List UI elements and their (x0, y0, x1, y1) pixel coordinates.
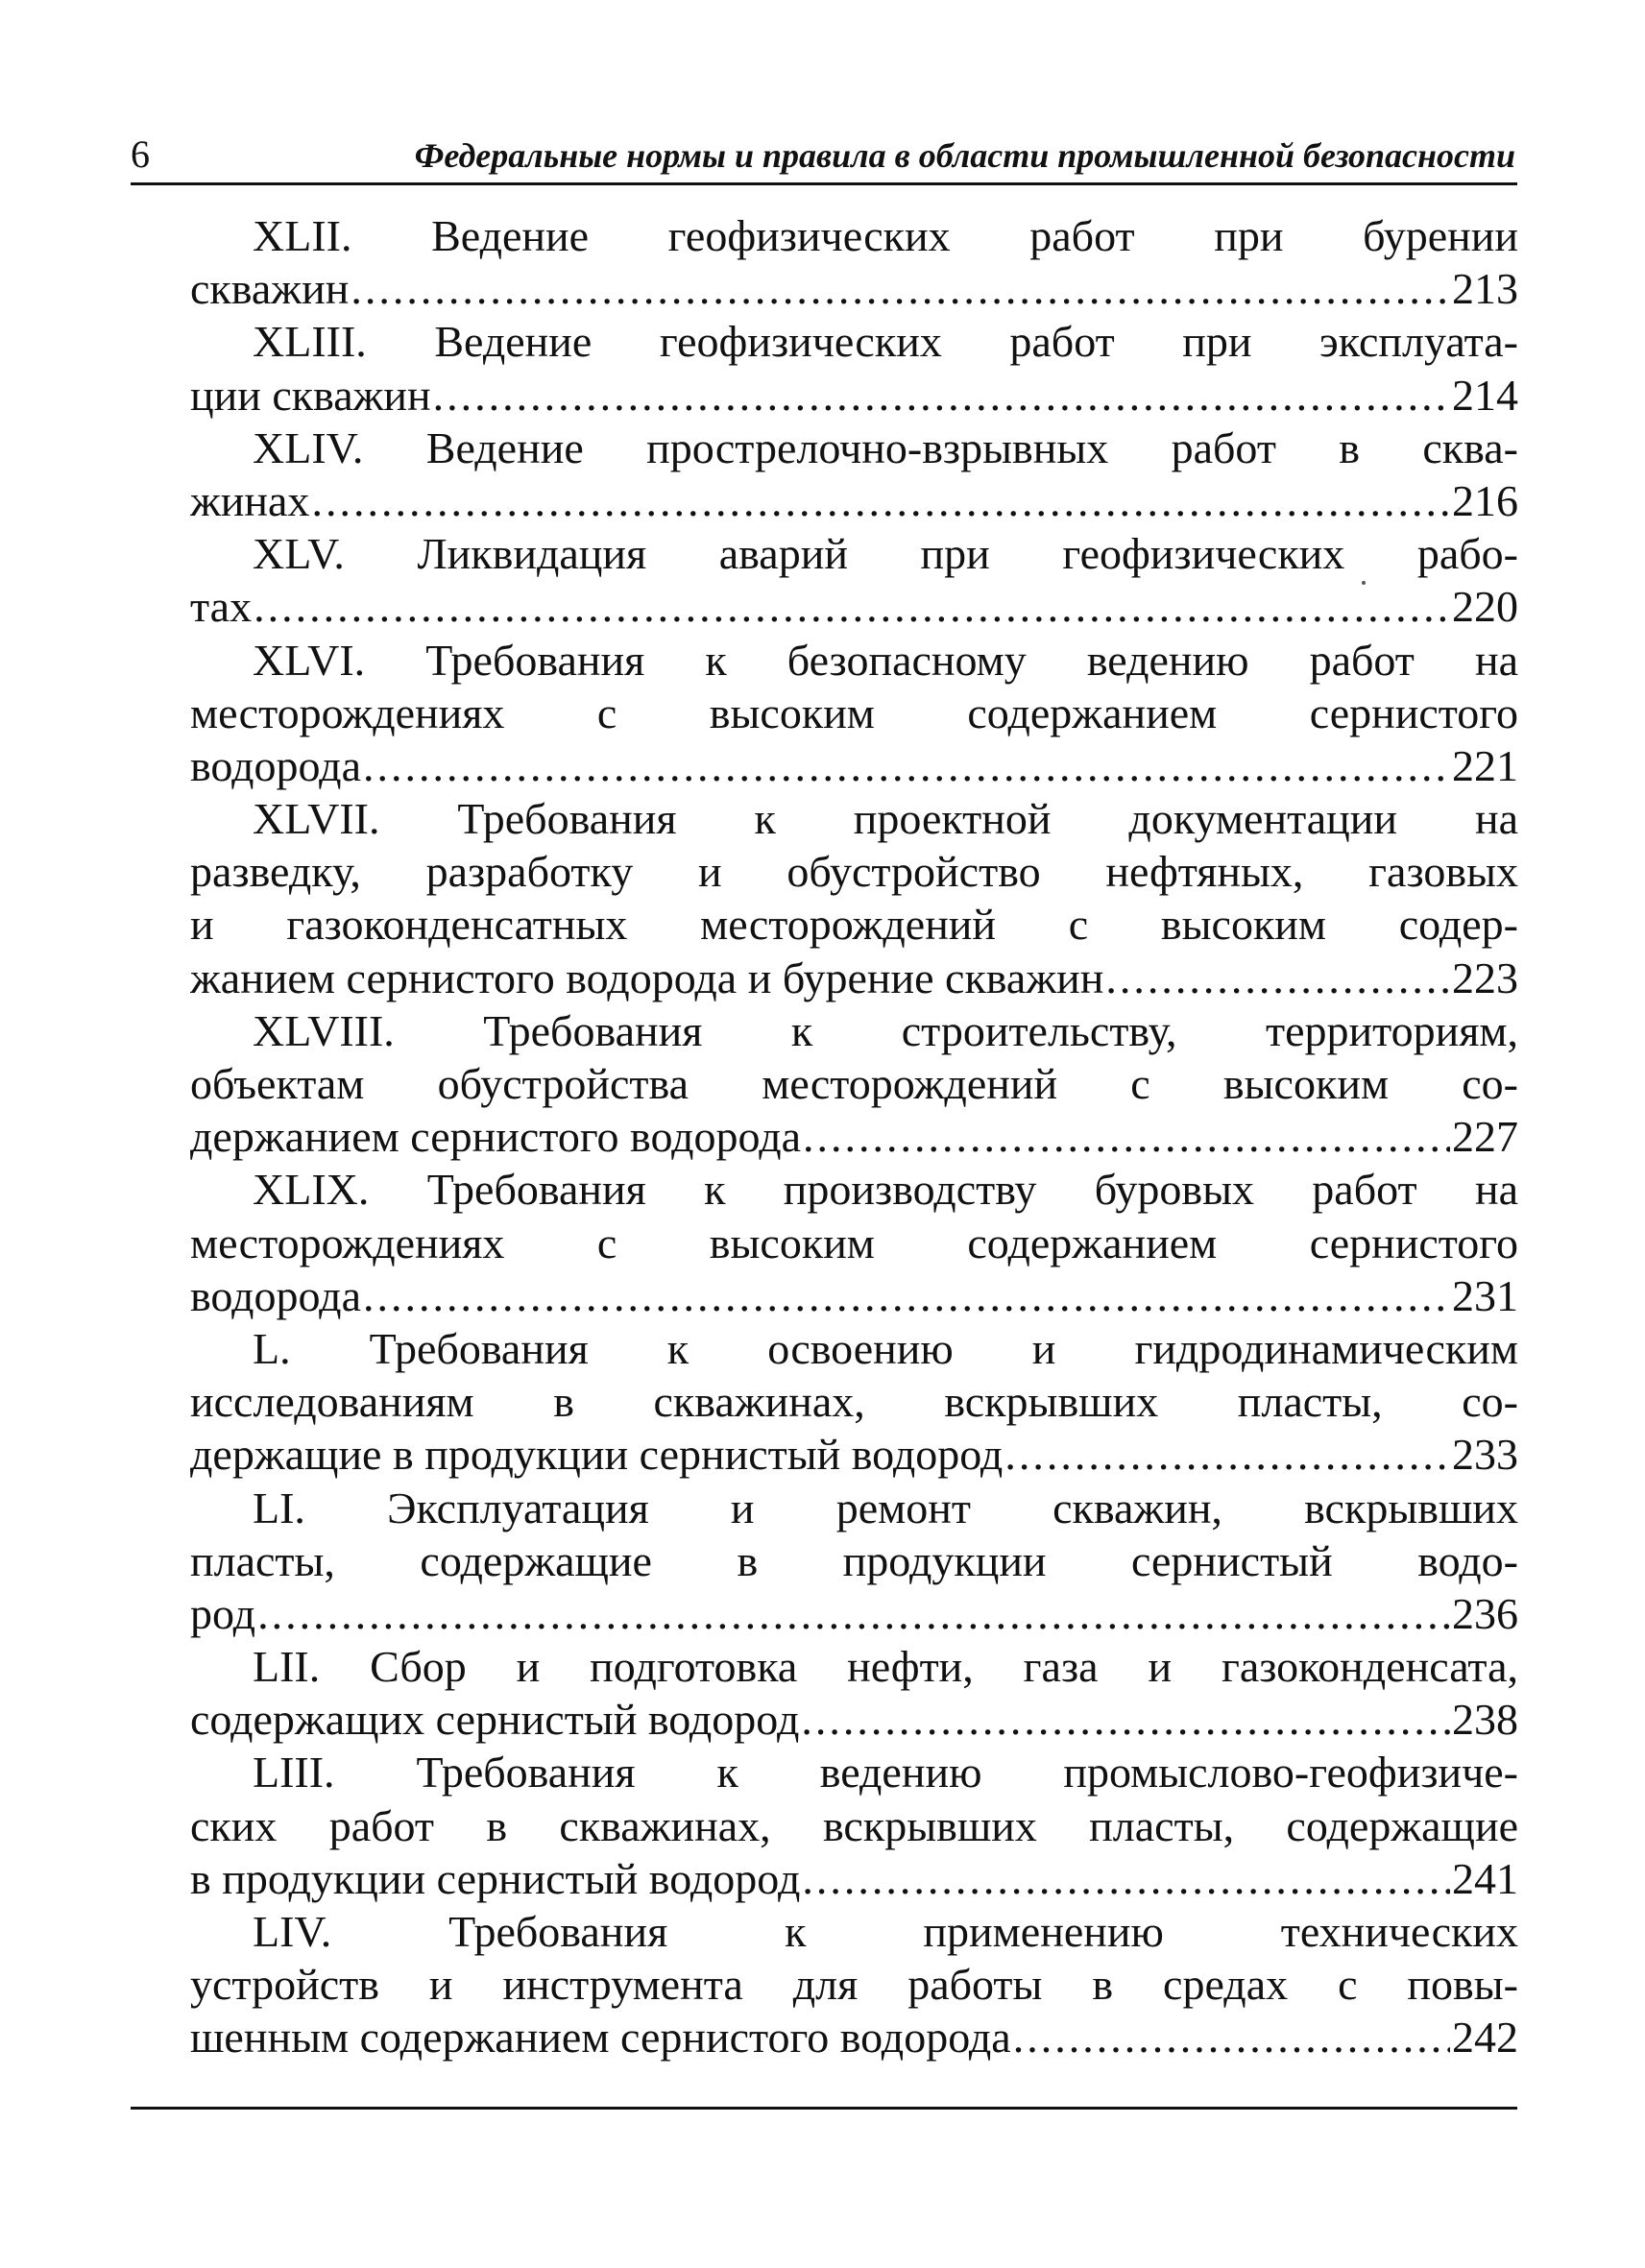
toc-entry-line-text: род (190, 1588, 256, 1638)
dot-leader (363, 1269, 1450, 1322)
dot-leader (433, 369, 1450, 422)
toc-entry-last-line (190, 1428, 1518, 1481)
dot-leader (257, 1587, 1450, 1640)
print-speck (1362, 581, 1366, 585)
toc-entry (190, 1746, 1518, 1905)
toc-entry-page-number: 238 (1452, 1695, 1518, 1745)
toc-entry-line-text: ции скважин (190, 370, 431, 420)
toc-entry-last-line (190, 474, 1518, 527)
toc-entry-heading-line: XLV. Ликвидация аварий при геофизических рабо- (253, 529, 1518, 579)
toc-entry-last-line (190, 262, 1518, 315)
toc-entry-heading-line: XLVIII. Требования к строительству, территориям, (253, 1005, 1518, 1055)
dot-leader (311, 474, 1450, 527)
toc-entry (190, 1004, 1518, 1164)
toc-entry-last-line (190, 1587, 1518, 1640)
toc-entry (190, 1163, 1518, 1322)
toc-entry-page-number: 241 (1452, 1853, 1518, 1903)
dot-leader (1004, 1428, 1450, 1481)
toc-entry-page-number: 221 (1452, 740, 1518, 790)
toc-entry-line-text: водорода (190, 1270, 361, 1320)
toc-entry-line-text: жанием сернистого водорода и бурение скважин (190, 953, 1104, 1002)
page-number: 6 (131, 133, 150, 176)
toc-entry-heading-line: XLIX. Требования к производству буровых работ на (253, 1165, 1518, 1215)
toc-entry (190, 527, 1518, 633)
dot-leader (803, 1110, 1450, 1163)
toc-entry-page-number: 233 (1452, 1430, 1518, 1480)
toc-entry-page-number: 216 (1452, 475, 1518, 525)
toc-entry-page-number: 220 (1452, 582, 1518, 632)
toc-entry-last-line (190, 739, 1518, 792)
toc-entry-line-text: в продукции сернистый водород (190, 1853, 801, 1903)
toc-entry (190, 634, 1518, 793)
toc-entry (190, 209, 1518, 315)
toc-entry-line: устройств и инструмента для работы в средах с повы- (190, 1960, 1518, 2010)
toc-entry-line: ских работ в скважинах, вскрывших пласты, содержащие (190, 1800, 1518, 1850)
toc-entry-last-line (190, 1269, 1518, 1322)
toc-entry-heading-line: L. Требования к освоению и гидродинамическим (253, 1323, 1518, 1373)
toc-entry-line: объектам обустройства месторождений с высоким со- (190, 1059, 1518, 1108)
dot-leader (802, 1852, 1450, 1905)
toc-entry (190, 792, 1518, 1004)
toc-entry-heading-line: LII. Сбор и подготовка нефти, газа и газоконденсата, (253, 1642, 1518, 1692)
toc-entry-last-line (190, 369, 1518, 422)
dot-leader (1013, 2011, 1450, 2063)
dot-leader (363, 739, 1450, 792)
toc-entry-last-line (190, 952, 1518, 1004)
toc-entry-page-number: 227 (1452, 1112, 1518, 1162)
toc-entry-heading-line: LIV. Требования к применению технических (253, 1907, 1518, 1956)
toc-entry-last-line (190, 580, 1518, 633)
toc-entry-line-text: тах (190, 582, 253, 632)
running-head (131, 133, 1517, 185)
toc-entry-line-text: водорода (190, 740, 361, 790)
toc-entry-heading-line: XLVII. Требования к проектной документации на (253, 794, 1518, 844)
toc-entry-line: месторождениях с высоким содержанием сернистого (190, 688, 1518, 737)
toc-entry-heading-line: LIII. Требования к ведению промыслово-геофизиче- (253, 1748, 1518, 1798)
toc-entry-heading-line: XLII. Ведение геофизических работ при бурении (253, 211, 1518, 260)
toc-entry-heading-line: XLVI. Требования к безопасному ведению работ на (253, 635, 1518, 685)
toc-entry (190, 1322, 1518, 1482)
toc-entry-last-line (190, 2011, 1518, 2063)
toc-entry (190, 315, 1518, 421)
toc-entry-line-text: шенным содержанием сернистого водорода (190, 2013, 1011, 2063)
toc-entry-heading-line: LI. Эксплуатация и ремонт скважин, вскрывших (253, 1483, 1518, 1532)
toc-entry-line-text: жинах (190, 475, 310, 525)
dot-leader (351, 262, 1450, 315)
toc-entry-page-number: 236 (1452, 1588, 1518, 1638)
toc-entry-line-text: держащие в продукции сернистый водород (190, 1430, 1004, 1480)
toc-entry (190, 422, 1518, 527)
toc-entry-line-text: содержащих сернистый водород (190, 1695, 800, 1745)
toc-entry-page-number: 242 (1452, 2013, 1518, 2063)
toc-entry-line-text: скважин (190, 264, 350, 314)
dot-leader (801, 1693, 1450, 1746)
toc-entry-last-line (190, 1693, 1518, 1746)
toc-entry-heading-line: XLIV. Ведение прострелочно-взрывных работ в сква- (253, 422, 1518, 472)
dot-leader (1105, 952, 1450, 1004)
toc-entry-heading-line: XLIII. Ведение геофизических работ при эксплуата- (253, 317, 1518, 367)
toc-entry (190, 1482, 1518, 1641)
toc-entry-page-number: 213 (1452, 264, 1518, 314)
toc-entry-last-line (190, 1110, 1518, 1163)
toc-entry-line: разведку, разработку и обустройство нефтяных, газовых (190, 847, 1518, 897)
toc-entry-page-number: 223 (1452, 953, 1518, 1002)
toc-entry (190, 1905, 1518, 2064)
toc-entry-last-line (190, 1852, 1518, 1905)
footer-rule (131, 2107, 1517, 2110)
toc-entry-line-text: держанием сернистого водорода (190, 1112, 802, 1162)
toc-entry-page-number: 214 (1452, 370, 1518, 420)
running-title: Федеральные нормы и правила в области промышленной безопасности (414, 136, 1515, 175)
toc-entry-line: исследованиям в скважинах, вскрывших пласты, со- (190, 1377, 1518, 1427)
toc-entry-line: пласты, содержащие в продукции сернистый водо- (190, 1535, 1518, 1585)
dot-leader (254, 580, 1450, 633)
table-of-contents (190, 209, 1518, 2064)
toc-entry-line: месторождениях с высоким содержанием сернистого (190, 1218, 1518, 1267)
toc-entry-page-number: 231 (1452, 1270, 1518, 1320)
toc-entry (190, 1640, 1518, 1746)
toc-entry-line: и газоконденсатных месторождений с высоким содер- (190, 900, 1518, 950)
